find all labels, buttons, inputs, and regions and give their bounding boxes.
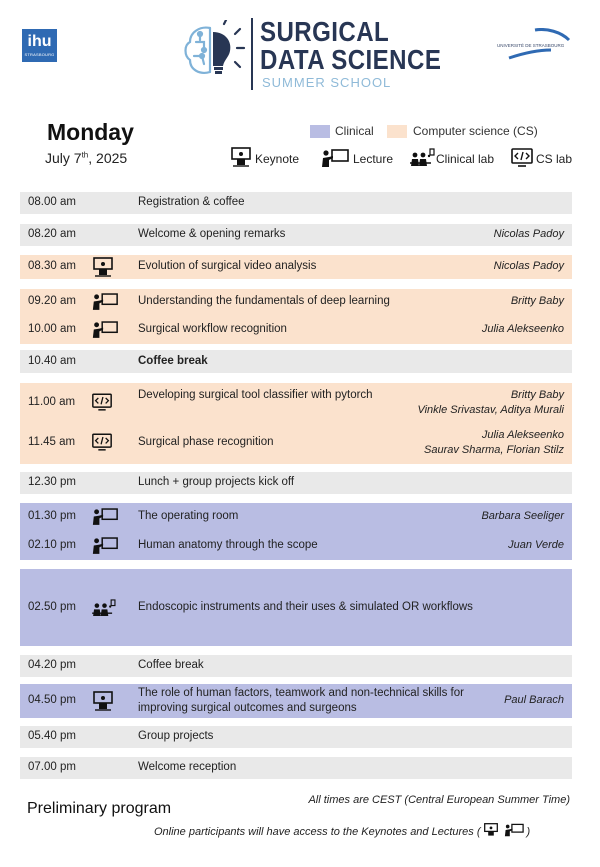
session-title: Registration & coffee [138,196,245,208]
speaker-name: Paul Barach [504,694,564,706]
schedule-row [20,655,572,677]
legend-cs-lab-label: CS lab [536,152,573,166]
session-title: Endoscopic instruments and their uses & simulated OR workflows [138,600,473,613]
speaker-secondary: Saurav Sharma, Florian Stilz [424,444,564,456]
session-time: 08.00 am [28,196,76,208]
session-title: Surgical phase recognition [138,436,274,448]
session-title: Lunch + group projects kick off [138,476,295,488]
schedule-row [20,726,572,748]
speaker-name: Juan Verde [508,538,564,551]
ihu-logo-text: ihu [27,33,52,50]
session-time: 11.45 am [28,436,76,448]
lecture-icon [501,823,527,837]
speaker-name: Julia Alekseenko [481,322,564,335]
session-time: 08.30 am [28,260,76,272]
session-title: The operating room [138,510,239,522]
clinical-lab-icon [409,147,437,167]
lecture-icon [91,320,117,342]
preliminary-program-label: Preliminary program [27,800,172,817]
schedule-row [20,422,572,464]
speaker-name: Nicolas Padoy [493,260,564,272]
session-time: 12.30 pm [28,476,76,488]
session-title: Understanding the fundamentals of deep learning [138,295,390,307]
cs-lab-icon [510,148,534,168]
ihu-logo-subtext: STRASBOURG [24,52,55,57]
schedule-row [20,315,572,344]
session-title: Human anatomy through the scope [138,538,318,551]
school-title-line3: SUMMER SCHOOL [262,75,392,90]
speaker-secondary: Vinkle Srivastav, Aditya Murali [417,403,564,416]
schedule-row [20,757,572,779]
day-date: July 7th, 2025 [45,150,128,166]
speaker-name: Barbara Seeliger [481,510,564,522]
schedule-row [20,383,572,422]
session-title: Evolution of surgical video analysis [138,260,317,272]
school-title-line2: DATA SCIENCE [260,44,442,75]
legend-clinical-swatch [310,125,330,138]
legend-keynote-label: Keynote [255,152,300,166]
lecture-icon [320,148,350,168]
speaker-name: Nicolas Padoy [493,228,564,240]
session-title: Coffee break [138,659,204,671]
clinical-lab-icon [91,598,117,620]
schedule-row [20,350,572,373]
online-access-note: Online participants will have access to the Keynotes and Lectures ( ) [154,823,530,838]
keynote-icon [229,147,253,167]
session-title: Welcome reception [138,761,237,773]
session-time: 02.10 pm [28,538,76,551]
title-divider [251,18,253,90]
session-time: 10.40 am [28,354,76,367]
timezone-note: All times are CEST (Central European Summer Time) [308,794,570,806]
lecture-icon [91,536,117,558]
lecture-icon [91,292,117,314]
legend-clinical-label: Clinical [335,124,374,138]
session-time: 08.20 am [28,228,76,240]
schedule-row [20,684,572,718]
keynote-icon [91,257,117,279]
session-title: Developing surgical tool classifier with pytorch [138,388,373,401]
session-title: Group projects [138,730,214,742]
session-time: 02.50 pm [28,600,76,613]
schedule-row [20,503,572,531]
session-title: Surgical workflow recognition [138,322,287,335]
session-time: 04.50 pm [28,694,76,706]
keynote-icon [91,691,117,713]
speaker-name [417,388,564,418]
legend-cs-swatch [387,125,407,138]
schedule-row [20,255,572,279]
lecture-icon [91,507,117,529]
legend-cs-label: Computer science (CS) [413,124,538,138]
schedule-row [20,472,572,494]
university-logo-text: UNIVERSITÉ DE STRASBOURG [497,43,565,48]
session-title: Welcome & opening remarks [138,228,286,240]
schedule-row [20,192,572,214]
schedule-row [20,569,572,646]
legend-lecture-label: Lecture [353,152,394,166]
session-title: Coffee break [138,354,208,367]
session-title: The role of human factors, teamwork and non-technical skills for improving surgical outcomes and surgeons [138,687,464,714]
session-time: 09.20 am [28,295,76,307]
speaker-primary: Julia Alekseenko [481,429,564,441]
cs-lab-icon [91,433,117,455]
schedule-row [20,289,572,315]
brain-bulb-icon [180,20,246,82]
keynote-icon [481,823,501,837]
session-time: 07.00 pm [28,761,76,773]
legend-clinical-lab-label: Clinical lab [436,152,495,166]
schedule-row [20,224,572,246]
speaker-name: Britty Baby [510,295,564,307]
session-time: 10.00 am [28,322,76,335]
ihu-logo [22,29,57,62]
speaker-name [424,428,564,458]
school-title-line1: SURGICAL [260,16,390,47]
cs-lab-icon [91,393,117,415]
session-time: 04.20 pm [28,659,76,671]
session-time: 05.40 pm [28,730,76,742]
schedule-row [20,531,572,560]
session-time: 11.00 am [28,395,76,408]
day-title: Monday [47,119,134,145]
speaker-primary: Britty Baby [510,388,564,401]
session-time: 01.30 pm [28,510,76,522]
